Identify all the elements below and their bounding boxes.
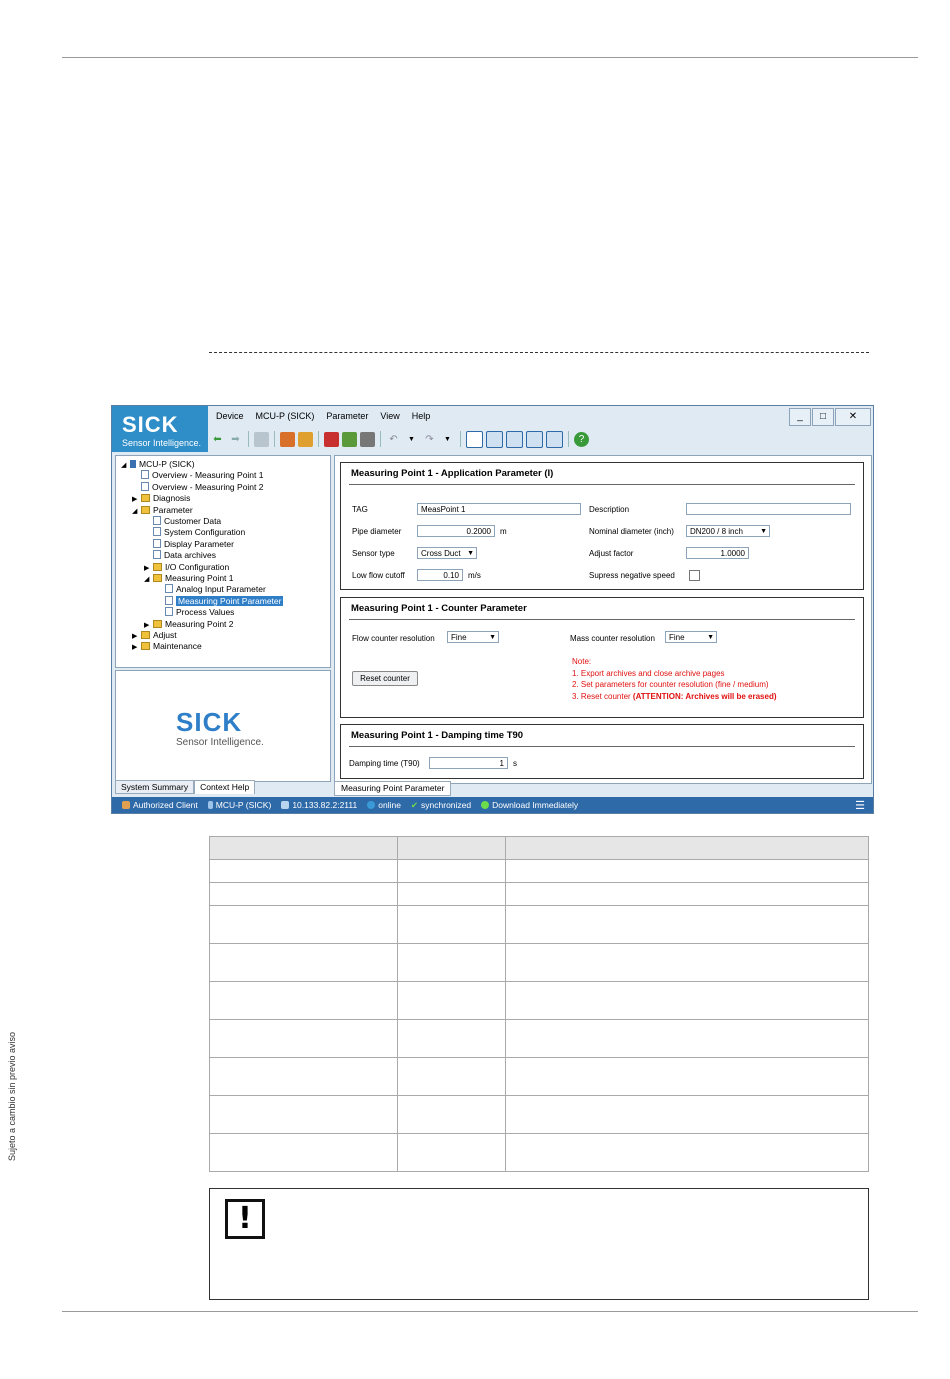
table-cell — [506, 982, 869, 1020]
user-icon — [122, 801, 130, 809]
tree-item[interactable] — [156, 607, 234, 618]
disconnect-icon[interactable] — [298, 432, 313, 447]
table-cell — [210, 1096, 398, 1134]
status-online — [367, 800, 401, 810]
layout-horizontal-icon[interactable] — [486, 431, 503, 448]
tab-system-summary[interactable]: System Summary — [115, 780, 194, 794]
app-window — [111, 405, 874, 814]
mass-counter-resolution-value: Fine — [669, 633, 685, 642]
flow-counter-resolution-value: Fine — [451, 633, 467, 642]
table-row — [210, 1058, 869, 1096]
table-cell — [398, 1134, 506, 1172]
menu-parameter[interactable]: Parameter — [326, 411, 369, 421]
tree-item[interactable] — [144, 516, 221, 527]
damping-time-input[interactable]: 1 — [429, 757, 508, 769]
folder-icon — [141, 642, 150, 650]
table-row — [210, 1134, 869, 1172]
tree-item-label: Measuring Point Parameter — [178, 595, 282, 606]
status-user-text: Authorized Client — [133, 800, 198, 810]
group-title: Measuring Point 1 - Counter Parameter — [351, 603, 527, 614]
counter-parameter-group — [340, 597, 864, 718]
tree-item-label: Diagnosis — [153, 493, 191, 504]
pipe-diameter-label: Pipe diameter — [352, 527, 402, 536]
expand-arrow-icon[interactable]: ▶ — [132, 633, 138, 640]
table-cell — [506, 906, 869, 944]
doc-icon — [153, 527, 161, 536]
table-row — [210, 1020, 869, 1058]
table-row — [210, 1096, 869, 1134]
tag-input[interactable]: MeasPoint 1 — [417, 503, 581, 515]
tree-item-label: System Configuration — [164, 527, 246, 538]
table-header-row — [210, 837, 869, 860]
table-cell — [210, 1020, 398, 1058]
status-download-text: Download Immediately — [492, 800, 579, 810]
context-help-pane — [115, 670, 331, 782]
forward-icon[interactable]: ➡ — [231, 433, 240, 445]
bottom-tabs — [115, 780, 255, 794]
sensor-type-select[interactable] — [417, 547, 477, 559]
expand-arrow-icon[interactable]: ▶ — [144, 621, 150, 629]
nominal-diameter-label: Nominal diameter (inch) — [589, 527, 674, 536]
doc-icon — [165, 607, 173, 616]
low-flow-cutoff-input[interactable]: 0.10 — [417, 569, 463, 581]
table-cell — [210, 883, 398, 906]
expand-arrow-icon[interactable]: ◢ — [121, 462, 127, 469]
menu-device[interactable]: Device — [216, 411, 244, 421]
undo-dropdown-icon[interactable]: ▼ — [408, 435, 415, 443]
flow-counter-resolution-label: Flow counter resolution — [352, 634, 435, 643]
close-button[interactable]: ✕ — [835, 408, 871, 426]
folder-icon — [153, 574, 162, 582]
window-controls — [788, 408, 871, 426]
redo-dropdown-icon[interactable]: ▼ — [444, 435, 451, 443]
table-header-cell — [210, 837, 398, 860]
toolbar — [210, 429, 589, 449]
tree-item[interactable] — [144, 619, 234, 630]
doc-icon — [141, 482, 149, 491]
table-row — [210, 883, 869, 906]
description-input[interactable] — [686, 503, 851, 515]
expand-arrow-icon[interactable]: ◢ — [132, 507, 138, 515]
tree-item-label: Overview - Measuring Point 1 — [152, 470, 264, 481]
tree-item[interactable] — [144, 562, 229, 573]
doc-icon — [165, 596, 173, 605]
pdf-icon[interactable] — [324, 432, 339, 447]
table-cell — [506, 1058, 869, 1096]
expand-arrow-icon[interactable]: ▶ — [144, 564, 150, 572]
redo-icon[interactable]: ↷ — [425, 433, 434, 445]
data-table — [209, 836, 869, 1172]
menu-help[interactable]: Help — [411, 411, 431, 421]
status-download — [481, 800, 578, 810]
adjust-factor-input[interactable]: 1.0000 — [686, 547, 749, 559]
damping-time-group — [340, 724, 864, 779]
context-logo-brand: SICK — [176, 707, 243, 737]
toolbar-separator — [248, 431, 249, 447]
note-step-3-text: 3. Reset counter — [572, 691, 633, 701]
tree-item[interactable] — [144, 527, 245, 538]
toolbar-separator — [380, 431, 381, 447]
table-cell — [506, 883, 869, 906]
table-cell — [506, 1020, 869, 1058]
main-panel — [334, 455, 872, 784]
note-step-1: 1. Export archives and close archive pages — [572, 668, 725, 678]
table-row — [210, 944, 869, 982]
supress-negative-speed-checkbox[interactable] — [689, 570, 700, 581]
menu-bar — [210, 409, 436, 427]
doc-icon — [141, 470, 149, 479]
minimize-button[interactable]: _ — [789, 408, 811, 426]
status-device-text: MCU-P (SICK) — [215, 800, 272, 810]
chevron-down-icon: ▼ — [467, 550, 474, 557]
folder-icon — [153, 620, 162, 628]
tree-item-label: Measuring Point 2 — [165, 618, 234, 629]
status-ip — [281, 800, 357, 810]
table-cell — [210, 906, 398, 944]
low-flow-cutoff-label: Low flow cutoff — [352, 571, 405, 580]
flow-counter-resolution-select[interactable] — [447, 631, 499, 643]
table-row — [210, 906, 869, 944]
tree-item-label: Display Parameter — [164, 538, 234, 549]
toolbar-separator — [568, 431, 569, 447]
status-device — [208, 800, 272, 810]
network-icon — [281, 801, 289, 809]
table-row — [210, 982, 869, 1020]
status-ip-text: 10.133.82.2:2111 — [292, 800, 358, 810]
tree-item[interactable] — [132, 482, 264, 493]
navigation-tree — [115, 455, 331, 668]
tree-item-label: Parameter — [153, 504, 193, 515]
table-cell — [398, 982, 506, 1020]
folder-icon — [141, 494, 150, 502]
note-step-2: 2. Set parameters for counter resolution (fine / medium) — [572, 680, 769, 689]
tree-item[interactable] — [144, 550, 216, 561]
menu-mcu[interactable]: MCU-P (SICK) — [255, 411, 315, 421]
adjust-factor-label: Adjust factor — [589, 549, 634, 558]
check-icon: ✔ — [410, 799, 419, 810]
table-cell — [210, 1058, 398, 1096]
tree-item[interactable] — [132, 470, 264, 481]
folder-icon — [153, 563, 162, 571]
status-sync — [411, 800, 471, 811]
tree-item-label: Measuring Point 1 — [165, 573, 234, 583]
table-cell — [210, 982, 398, 1020]
tree-item[interactable] — [132, 505, 193, 516]
table-cell — [210, 860, 398, 883]
export-icon[interactable] — [342, 432, 357, 447]
tree-item-label: MCU-P (SICK) — [139, 459, 195, 469]
header-rule — [62, 57, 918, 58]
tree-item-label: Analog Input Parameter — [176, 584, 266, 595]
table-cell — [506, 1134, 869, 1172]
context-logo-tagline: Sensor Intelligence. — [176, 737, 264, 748]
tree-item-label: Maintenance — [153, 641, 202, 652]
doc-icon — [153, 539, 161, 548]
table-cell — [506, 944, 869, 982]
group-divider — [349, 619, 855, 620]
layout-vertical-icon[interactable] — [506, 431, 523, 448]
tag-label: TAG — [352, 505, 368, 514]
table-header-cell — [398, 837, 506, 860]
maximize-button[interactable]: □ — [812, 408, 834, 426]
globe-icon — [367, 801, 375, 809]
tree-item-label: Customer Data — [164, 516, 222, 526]
tree-item-label: Adjust — [153, 630, 177, 640]
table-cell — [210, 944, 398, 982]
counter-note — [572, 656, 777, 702]
tree-item[interactable] — [144, 573, 234, 584]
doc-icon — [153, 516, 161, 525]
table-cell — [398, 944, 506, 982]
edit-icon[interactable] — [360, 432, 375, 447]
tree-item-label: Process Values — [176, 607, 235, 618]
note-step-3 — [572, 691, 777, 703]
toolbar-separator — [460, 431, 461, 447]
low-flow-cutoff-unit: m/s — [468, 571, 481, 580]
damping-time-unit: s — [513, 759, 517, 768]
expand-arrow-icon[interactable]: ◢ — [144, 576, 150, 583]
pipe-diameter-input[interactable]: 0.2000 — [417, 525, 495, 537]
table-cell — [210, 1134, 398, 1172]
table-row — [210, 860, 869, 883]
chevron-down-icon: ▼ — [707, 634, 714, 641]
warning-box — [209, 1188, 869, 1300]
layout-grid-icon[interactable] — [526, 431, 543, 448]
table-cell — [398, 883, 506, 906]
table-cell — [506, 1096, 869, 1134]
reset-counter-button[interactable]: Reset counter — [352, 671, 418, 686]
group-title: Measuring Point 1 - Damping time T90 — [351, 730, 524, 741]
folder-icon — [141, 631, 150, 639]
doc-icon — [153, 550, 161, 559]
expand-arrow-icon[interactable]: ▶ — [132, 496, 138, 504]
logo-brand: SICK — [122, 412, 179, 437]
side-note: Sujeto a cambio sin previo aviso — [7, 1031, 17, 1161]
table-cell — [398, 906, 506, 944]
table-cell — [398, 1096, 506, 1134]
footer-rule — [62, 1311, 918, 1312]
device-icon — [208, 801, 213, 809]
print-icon[interactable] — [254, 432, 269, 447]
group-divider — [349, 746, 855, 747]
tree-item[interactable] — [132, 493, 190, 504]
chevron-down-icon: ▼ — [489, 634, 496, 641]
tree-item-label: I/O Configuration — [165, 561, 230, 572]
logo-tagline: Sensor Intelligence. — [122, 438, 202, 448]
table-cell — [506, 860, 869, 883]
tree-item[interactable] — [144, 539, 234, 550]
sensor-type-value: Cross Duct — [421, 549, 461, 558]
toolbar-separator — [274, 431, 275, 447]
tree-item[interactable] — [156, 596, 283, 607]
layout-quad-icon[interactable] — [546, 431, 563, 448]
note-step-3-warning: (ATTENTION: Archives will be erased) — [632, 691, 777, 701]
folder-icon — [141, 506, 150, 514]
tree-item[interactable] — [121, 459, 195, 470]
table-cell — [398, 860, 506, 883]
application-parameter-group — [340, 462, 864, 590]
dashed-separator — [209, 352, 869, 353]
nominal-diameter-value: DN200 / 8 inch — [690, 527, 743, 536]
tab-context-help[interactable]: Context Help — [194, 780, 255, 794]
help-icon[interactable]: ? — [574, 432, 589, 447]
sensor-type-label: Sensor type — [352, 549, 395, 558]
pipe-diameter-unit: m — [500, 527, 507, 536]
menu-view[interactable]: View — [380, 411, 400, 421]
back-icon[interactable]: ⬅ — [213, 433, 222, 445]
table-header-cell — [506, 837, 869, 860]
group-divider — [349, 484, 855, 485]
connect-icon[interactable] — [280, 432, 295, 447]
description-label: Description — [589, 505, 630, 514]
mass-counter-resolution-select[interactable] — [665, 631, 717, 643]
table-cell — [398, 1020, 506, 1058]
tree-item-label: Overview - Measuring Point 2 — [152, 481, 264, 492]
expand-arrow-icon[interactable]: ▶ — [132, 644, 138, 652]
tree-item[interactable] — [156, 584, 266, 595]
status-bar — [112, 797, 873, 813]
nominal-diameter-select[interactable] — [686, 525, 770, 537]
doc-icon — [165, 584, 173, 593]
damping-time-label: Damping time (T90) — [349, 759, 420, 768]
tab-measuring-point-parameter[interactable]: Measuring Point Parameter — [334, 781, 451, 796]
status-menu-icon[interactable]: ☰ — [855, 799, 865, 812]
mass-counter-resolution-label: Mass counter resolution — [570, 634, 655, 643]
chevron-down-icon: ▼ — [760, 528, 767, 535]
tree-item-label: Data archives — [164, 550, 216, 561]
tree-item[interactable] — [132, 630, 177, 641]
status-sync-text: synchronized — [421, 800, 472, 810]
note-title: Note: — [572, 657, 592, 666]
sick-logo — [112, 406, 208, 452]
download-icon — [481, 801, 489, 809]
supress-negative-speed-label: Supress negative speed — [589, 571, 675, 580]
group-title: Measuring Point 1 - Application Parameter (I) — [351, 468, 554, 479]
layout-single-icon[interactable] — [466, 431, 483, 448]
toolbar-separator — [318, 431, 319, 447]
undo-icon[interactable]: ↶ — [389, 433, 398, 445]
warning-icon: ! — [225, 1199, 265, 1239]
status-online-text: online — [378, 800, 401, 810]
table-cell — [398, 1058, 506, 1096]
device-icon — [130, 460, 136, 468]
tree-item[interactable] — [132, 641, 202, 652]
status-user — [122, 800, 198, 810]
